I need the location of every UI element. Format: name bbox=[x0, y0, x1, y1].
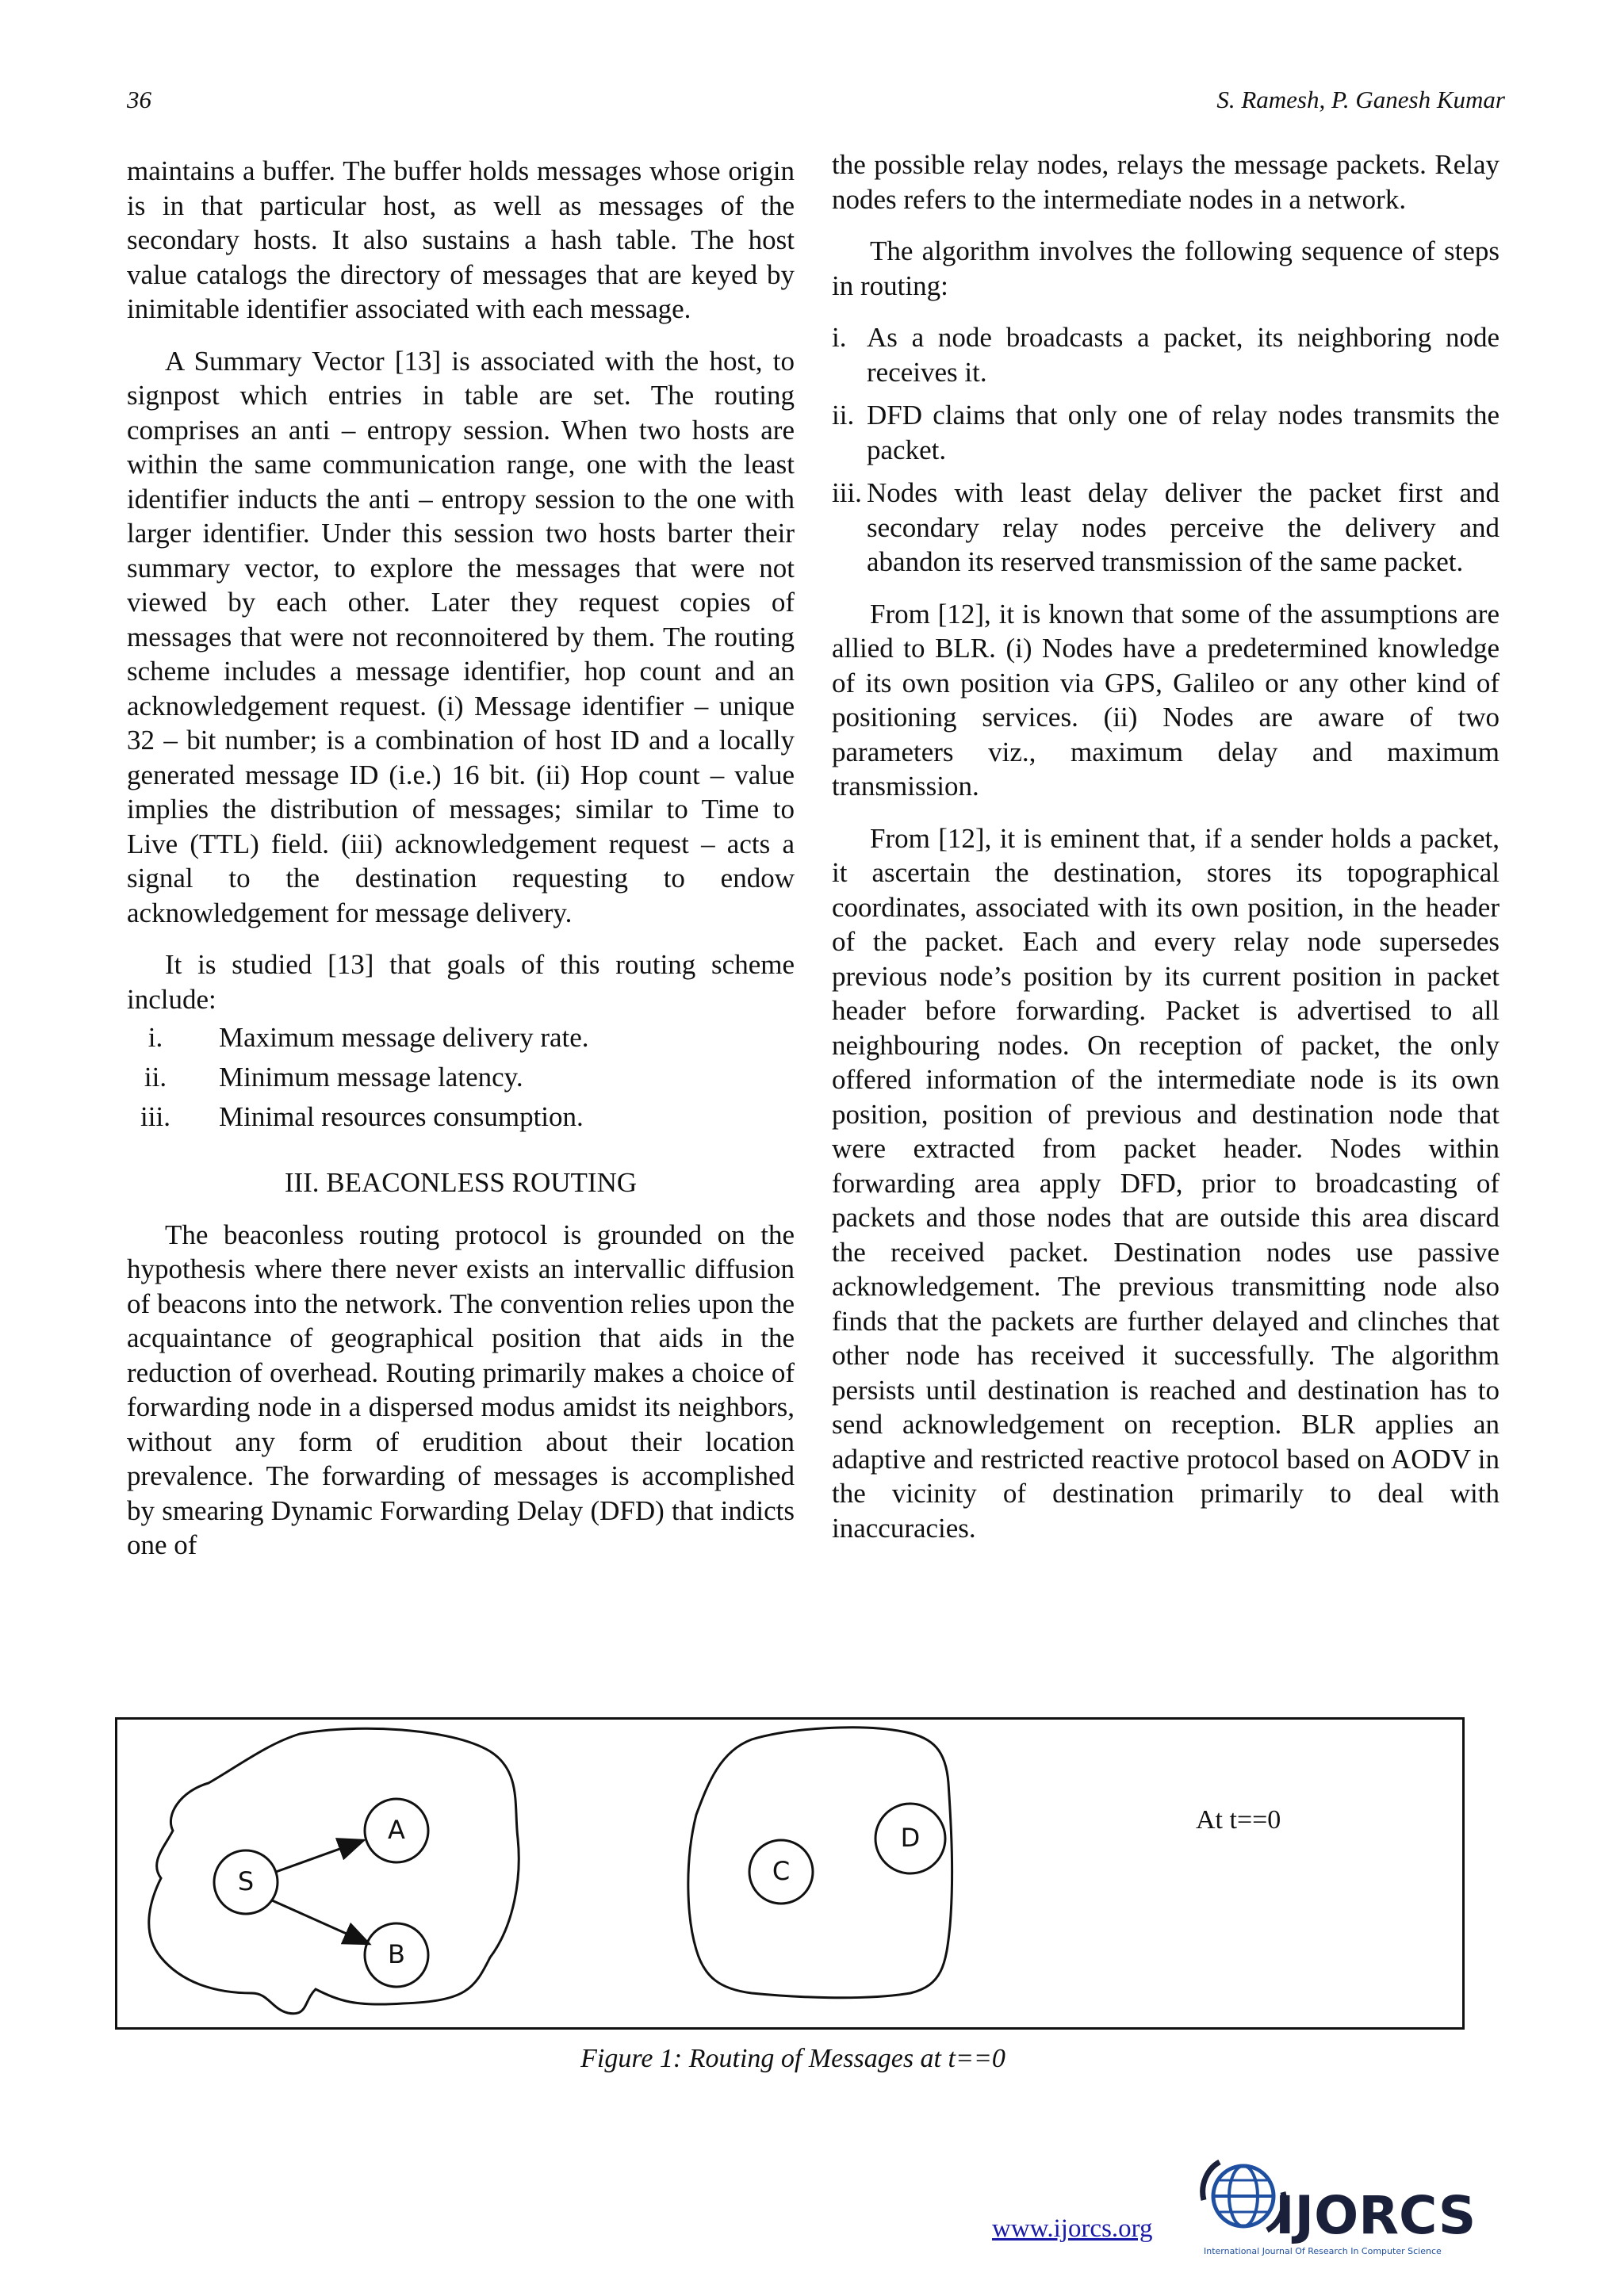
network-region-1 bbox=[149, 1728, 519, 2014]
section-heading: III. BEACONLESS ROUTING bbox=[284, 1167, 638, 1198]
goals-list bbox=[127, 1018, 795, 1137]
right-column bbox=[832, 147, 1500, 1563]
paragraph: maintains a buffer. The buffer holds messages whose origin is in that particular host, as well as messages of the secondary hosts. It also sustains a hash table. The host value catalogs the directory of messages that are keyed by inimitable identifier associated with each message. bbox=[127, 155, 795, 324]
list-item: i. As a node broadcasts a packet, its neighboring node receives it. bbox=[832, 322, 1500, 388]
node-d bbox=[875, 1804, 945, 1873]
logo-wordmark: IJORCS bbox=[1275, 2185, 1477, 2246]
running-authors: S. Ramesh, P. Ganesh Kumar bbox=[1216, 86, 1505, 113]
list-item: ii. Minimum message latency. bbox=[144, 1062, 523, 1093]
node-a bbox=[365, 1799, 428, 1862]
ijorcs-logo bbox=[1196, 2152, 1497, 2263]
journal-url-link[interactable]: www.ijorcs.org bbox=[992, 2214, 1153, 2243]
svg-text:A: A bbox=[388, 1815, 405, 1845]
node-c bbox=[749, 1840, 813, 1904]
list-item: i. Maximum message delivery rate. bbox=[147, 1022, 589, 1053]
list-item: ii. DFD claims that only one of relay nodes transmits the packet. bbox=[832, 400, 1500, 465]
logo-subtitle: International Journal Of Research In Computer Science bbox=[1204, 2246, 1442, 2256]
figure-frame bbox=[115, 1717, 1465, 2030]
left-column bbox=[127, 154, 795, 1580]
arrow-s-to-b bbox=[272, 1900, 370, 1944]
node-b bbox=[365, 1923, 428, 1987]
paragraph: A Summary Vector [13] is associated with the host, to signpost which entries in table are set. The routing comprises an anti – entropy session. When two hosts are within the same communication range, one with the least identifier inducts the anti – entropy session to the one with larger identifier. Under this session two hosts barter their summary vector, to explore the messages that were not viewed by each other. Later they request copies of messages that were not reconnoitered by them. The routing scheme includes a message identifier, hop count and an acknowledgement request. (i) Message identifier – unique 32 – bit number; is a combination of host ID and a locally generated message ID (i.e.) 16 bit. (ii) Hop count – value implies the distribution of messages; similar to Time to Live (TTL) field. (iii) acknowledgement request – acts a signal to the destination requesting to endow acknowledgement for message delivery. bbox=[127, 345, 795, 928]
paragraph: From [12], it is eminent that, if a sender holds a packet, it ascertain the destination, stores its topographical coordinates, associated with its own position, in the header of the packet. Each and every relay node supersedes previous node’s position by its current position in packet header before forwarding. Packet is advertised to all neighbouring nodes. On reception of packet, the only offered information of the intermediate node is its own position, position of previous and destination node that were extracted from packet header. Nodes within forwarding area apply DFD, prior to broadcasting of packets and those nodes that are outside this area discard the received packet. Destination nodes use passive acknowledgement. The previous transmitting node also finds that the packets are further delayed and clinches that other node has received it successfully. The algorithm persists until destination is reached and destination has to send acknowledgement on reception. BLR applies an adaptive and restricted reactive protocol based on AODV in the vicinity of destination primarily to deal with inaccuracies. bbox=[832, 822, 1500, 1544]
time-label: At t==0 bbox=[1196, 1805, 1281, 1835]
globe-icon bbox=[1203, 2162, 1285, 2230]
list-item: iii. Nodes with least delay deliver the packet first and secondary relay nodes perceive the delivery and abandon its reserved transmission of the same packet. bbox=[832, 477, 1500, 577]
paragraph: It is studied [13] that goals of this routing scheme include: bbox=[127, 949, 795, 1015]
arrow-s-to-a bbox=[276, 1840, 364, 1872]
routing-diagram bbox=[117, 1720, 1462, 2027]
svg-text:C: C bbox=[772, 1856, 791, 1886]
paragraph: The algorithm involves the following sequence of steps in routing: bbox=[832, 235, 1500, 301]
paragraph: the possible relay nodes, relays the message packets. Relay nodes refers to the intermediate nodes in a network. bbox=[832, 149, 1500, 215]
list-item: iii. Minimal resources consumption. bbox=[140, 1101, 584, 1132]
svg-text:D: D bbox=[900, 1823, 921, 1853]
svg-text:S: S bbox=[237, 1866, 255, 1896]
steps-list bbox=[832, 320, 1500, 580]
figure-caption: Figure 1: Routing of Messages at t==0 bbox=[580, 2044, 1005, 2073]
page-number: 36 bbox=[127, 86, 151, 113]
svg-text:B: B bbox=[388, 1939, 405, 1969]
paragraph: From [12], it is known that some of the assumptions are allied to BLR. (i) Nodes have a predetermined knowledge of its own position via GPS, Galileo or any other kind of positioning services. (ii) Nodes are aware of two parameters viz., maximum delay and maximum transmission. bbox=[832, 598, 1500, 802]
paragraph: The beaconless routing protocol is grounded on the hypothesis where there never exists an intervallic diffusion of beacons into the network. The convention relies upon the acquaintance of geographical position that aids in the reduction of overhead. Routing primarily makes a choice of forwarding node in a dispersed modus amidst its neighbors, without any form of erudition about their location prevalence. The forwarding of messages is accomplished by smearing Dynamic Forwarding Delay (DFD) that indicts one of bbox=[127, 1219, 795, 1560]
node-s bbox=[214, 1850, 278, 1914]
